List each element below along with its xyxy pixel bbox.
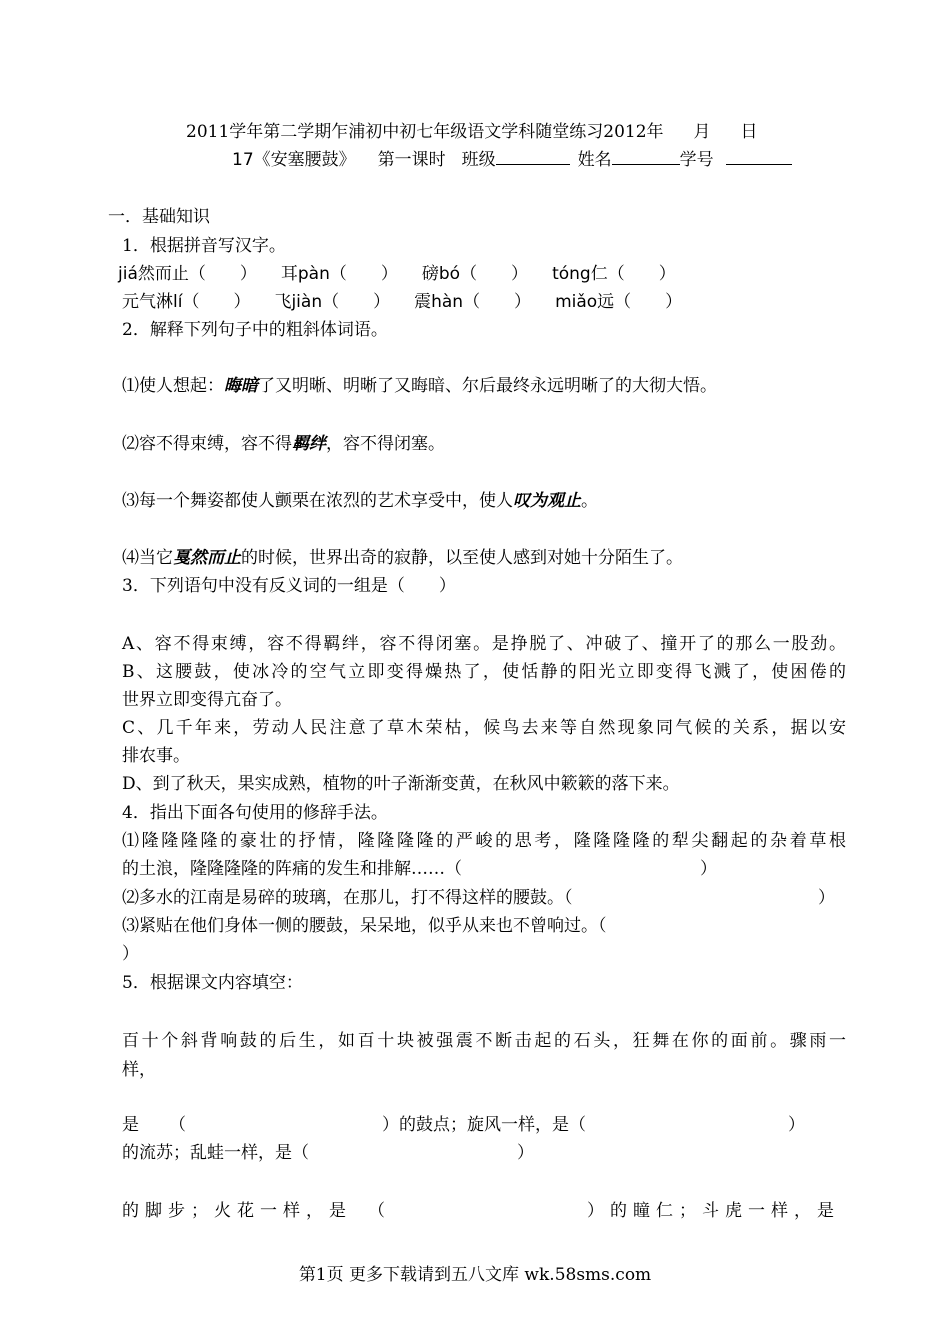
q1-row-2 [122,288,682,316]
pinyin: lí [173,292,183,312]
target-word: 戛然而止 [173,548,241,568]
q2-sentence-4 [122,544,683,572]
pinyin: pàn [297,264,330,284]
sentence-number: ⑵ [122,434,139,454]
q1-item: （ ） [182,292,251,312]
fill-text: （ [368,1201,391,1221]
sentence-text: 了又明晰、明晰了又晦暗、尔后最终永远明晰了的大彻大悟。 [258,376,717,396]
q1-item: （ ） [460,264,529,284]
q2-sentence-1 [122,372,717,400]
target-word: 叹为观止 [513,491,581,511]
number-field[interactable] [726,146,792,165]
q5-fill-line-1 [122,1111,805,1139]
q4-sentence-3: ⑶紧贴在他们身体一侧的腰鼓，呆呆地，似乎从来也不曾响过。（ [122,916,607,936]
q1-item: 磅 [421,264,439,284]
q5-fill-line-3 [122,1197,840,1225]
lesson-line [232,146,792,174]
q5-paragraph-cont: 样， [122,1060,156,1080]
fill-text: 的流苏；乱蛙一样，是（ [122,1143,309,1163]
q1-item: （ ） [329,264,398,284]
sentence-text: 的时候，世界出奇的寂静，以至使人感到对她十分陌生了。 [241,548,683,568]
q3-option-c-cont: 排农事。 [122,746,190,766]
pinyin: jiàn [291,292,323,312]
q1-item: 耳 [280,264,298,284]
pinyin: hàn [431,292,464,312]
q1-item: 飞 [274,292,292,312]
fill-text: ） [788,1115,805,1135]
q2-sentence-2 [122,430,445,458]
sentence-number: ⑶ [122,491,139,511]
section-title: 一．基础知识 [108,207,210,227]
q1-item: （ ） [463,292,532,312]
fill-text: 是 [122,1115,139,1135]
sentence-text: 每一个舞姿都使人颤栗在浓烈的艺术享受中，使人 [139,491,513,511]
q5-paragraph: 百十个斜背响鼓的后生，如百十块被强震不断击起的石头，狂舞在你的面前。骤雨一 [122,1031,846,1051]
title-day: 日 [740,122,758,142]
number-label: 学号 [679,150,714,170]
q3-option-a: A、容不得束缚，容不得羁绊，容不得闭塞。是挣脱了、冲破了、撞开了的那么一股劲。 [122,634,846,654]
q4-sentence-1: ⑴隆隆隆隆的豪壮的抒情，隆隆隆隆的严峻的思考，隆隆隆隆的犁尖翻起的杂着草根 [122,831,846,851]
q3-title: 3．下列语句中没有反义词的一组是（ ） [122,576,456,596]
lesson-period: 第一课时 [377,150,446,170]
q1-title: 1．根据拼音写汉字。 [122,236,286,256]
sentence-text: 的土浪，隆隆隆隆的阵痛的发生和排解……（ [122,859,462,879]
answer-close-paren: ） [700,859,717,879]
pinyin: bó [438,264,461,284]
title-month: 月 [693,122,711,142]
q3-option-b-cont: 世界立即变得亢奋了。 [122,690,292,710]
pinyin: miǎo [555,292,598,312]
target-word: 羁绊 [292,434,326,454]
class-field[interactable] [496,146,570,165]
fill-text: 的脚步；火花一样，是 [122,1201,352,1221]
name-label: 姓名 [577,150,612,170]
q3-option-c: C、几千年来，劳动人民注意了草木荣枯，候鸟去来等自然现象同气候的关系，据以安 [122,718,846,738]
fill-text: ）的瞳仁；斗虎一样，是 [587,1201,840,1221]
q5-fill-line-2 [122,1139,534,1167]
q1-row-1 [118,260,676,288]
pinyin: tóng [552,264,591,284]
q1-item: 然而止（ ） [137,264,257,284]
sentence-text: 容不得束缚，容不得 [139,434,292,454]
sentence-number: ⑴ [122,376,139,396]
q2-title: 2．解释下列句子中的粗斜体词语。 [122,320,388,340]
lesson-title: 17《安塞腰鼓》 [232,150,356,170]
target-word: 晦暗 [224,376,258,396]
q3-option-d: D、到了秋天，果实成熟，植物的叶子渐渐变黄，在秋风中簌簌的落下来。 [122,774,680,794]
q1-item: 元气淋 [122,292,173,312]
page-title [186,118,758,146]
answer-close-paren: ） [122,944,139,964]
q1-item: 仁（ ） [590,264,676,284]
q1-item: 远（ ） [597,292,683,312]
page-footer: 第1页 更多下载请到五八文库 wk.58sms.com [298,1265,652,1285]
q1-item: 震 [414,292,432,312]
q4-title: 4．指出下面各句使用的修辞手法。 [122,803,388,823]
q5-title: 5．根据课文内容填空： [122,973,303,993]
sentence-text: 。 [581,491,598,511]
fill-text: （ [169,1115,186,1135]
q2-sentence-3 [122,487,598,515]
class-label: 班级 [461,150,496,170]
name-field[interactable] [612,146,680,165]
fill-text: ） [517,1143,534,1163]
sentence-text: 使人想起： [139,376,224,396]
q4-sentence-1-cont [122,855,462,883]
sentence-text: ，容不得闭塞。 [326,434,445,454]
sentence-text: 当它 [139,548,173,568]
q3-option-b: B、这腰鼓，使冰冷的空气立即变得燥热了，使恬静的阳光立即变得飞溅了，使困倦的 [122,662,846,682]
title-main: 2011学年第二学期乍浦初中初七年级语文学科随堂练习2012年 [186,122,664,142]
sentence-number: ⑷ [122,548,139,568]
answer-close-paren: ） [818,888,835,908]
q1-item: （ ） [322,292,391,312]
fill-text: ）的鼓点；旋风一样，是（ [382,1115,586,1135]
q4-sentence-2: ⑵多水的江南是易碎的玻璃，在那儿，打不得这样的腰鼓。（ [122,888,573,908]
pinyin: jiá [118,264,138,284]
